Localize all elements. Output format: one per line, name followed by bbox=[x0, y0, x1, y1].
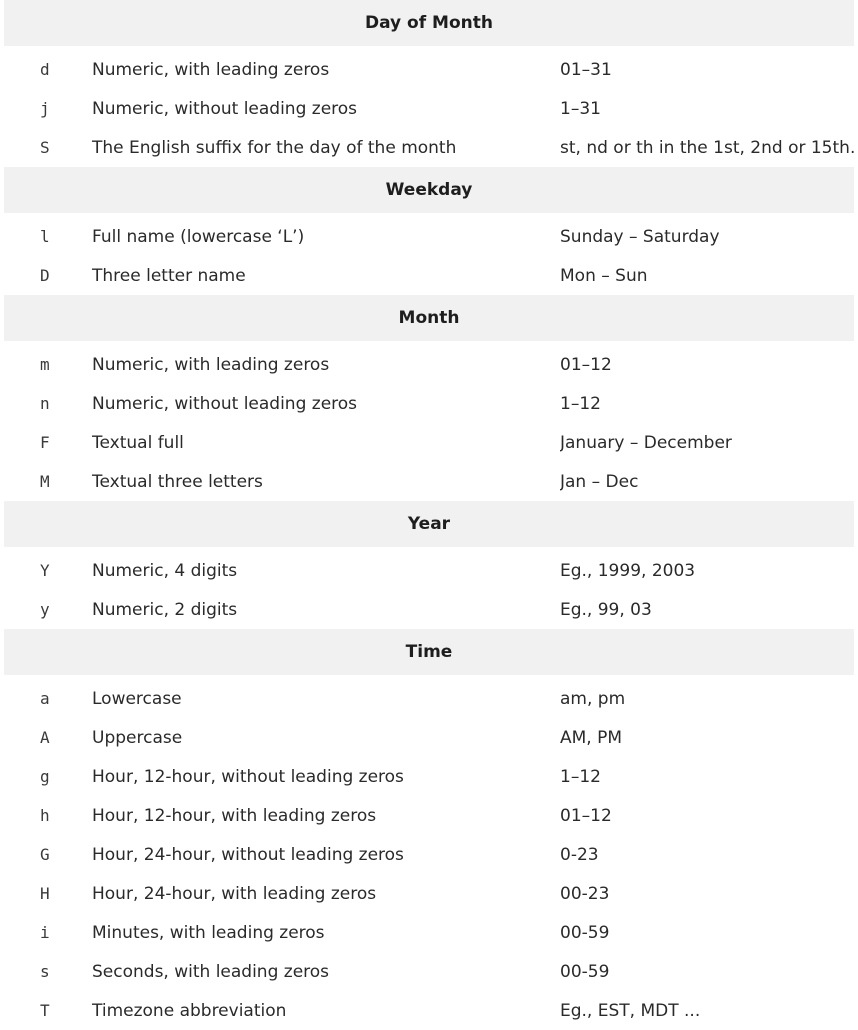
table-row bbox=[0, 757, 858, 796]
format-code: M bbox=[40, 472, 50, 491]
format-code: T bbox=[40, 1001, 50, 1020]
format-description: Numeric, 4 digits bbox=[92, 560, 238, 581]
format-code: m bbox=[40, 355, 50, 374]
format-example: 1–31 bbox=[560, 98, 601, 119]
format-code: d bbox=[40, 60, 50, 79]
table-row bbox=[0, 874, 858, 913]
format-description: Numeric, 2 digits bbox=[92, 599, 238, 620]
table-row bbox=[0, 551, 858, 590]
table-row bbox=[0, 256, 858, 295]
format-code: g bbox=[40, 767, 50, 786]
format-description: The English suffix for the day of the month bbox=[92, 137, 457, 158]
format-example: 00-59 bbox=[560, 961, 610, 982]
table-row bbox=[0, 590, 858, 629]
format-code: S bbox=[40, 138, 50, 157]
format-example: Jan – Dec bbox=[560, 471, 639, 492]
format-description: Hour, 24-hour, without leading zeros bbox=[92, 844, 404, 865]
table-row bbox=[0, 384, 858, 423]
format-description: Hour, 24-hour, with leading zeros bbox=[92, 883, 377, 904]
table-row bbox=[0, 423, 858, 462]
format-example: 1–12 bbox=[560, 766, 601, 787]
format-description: Hour, 12-hour, without leading zeros bbox=[92, 766, 404, 787]
format-code: h bbox=[40, 806, 50, 825]
section-header-year: Year bbox=[4, 501, 854, 547]
format-example: 0-23 bbox=[560, 844, 599, 865]
format-example: 01–12 bbox=[560, 354, 612, 375]
format-example: Eg., EST, MDT ... bbox=[560, 1000, 701, 1021]
table-row bbox=[0, 835, 858, 874]
format-description: Full name (lowercase ‘L’) bbox=[92, 226, 305, 247]
format-description: Numeric, with leading zeros bbox=[92, 354, 330, 375]
format-example: 00-59 bbox=[560, 922, 610, 943]
format-code: i bbox=[40, 923, 50, 942]
format-description: Textual full bbox=[92, 432, 184, 453]
format-description: Lowercase bbox=[92, 688, 182, 709]
format-code: F bbox=[40, 433, 50, 452]
table-row bbox=[0, 50, 858, 89]
format-example: Eg., 1999, 2003 bbox=[560, 560, 696, 581]
format-description: Numeric, without leading zeros bbox=[92, 98, 358, 119]
section-header-day-of-month: Day of Month bbox=[4, 0, 854, 46]
format-code: A bbox=[40, 728, 50, 747]
format-code: H bbox=[40, 884, 50, 903]
format-description: Uppercase bbox=[92, 727, 183, 748]
table-row bbox=[0, 679, 858, 718]
format-code: Y bbox=[40, 561, 50, 580]
format-example: Eg., 99, 03 bbox=[560, 599, 652, 620]
format-example: st, nd or th in the 1st, 2nd or 15th. bbox=[560, 137, 856, 158]
table-row bbox=[0, 796, 858, 835]
format-example: 00-23 bbox=[560, 883, 610, 904]
format-description: Hour, 12-hour, with leading zeros bbox=[92, 805, 377, 826]
format-code: G bbox=[40, 845, 50, 864]
table-row bbox=[0, 462, 858, 501]
table-row bbox=[0, 345, 858, 384]
format-code: l bbox=[40, 227, 50, 246]
format-example: AM, PM bbox=[560, 727, 623, 748]
format-code: a bbox=[40, 689, 50, 708]
format-example: 01–31 bbox=[560, 59, 612, 80]
format-example: January – December bbox=[560, 432, 732, 453]
format-example: Mon – Sun bbox=[560, 265, 648, 286]
format-example: Sunday – Saturday bbox=[560, 226, 720, 247]
format-code: D bbox=[40, 266, 50, 285]
format-description: Numeric, with leading zeros bbox=[92, 59, 330, 80]
format-description: Seconds, with leading zeros bbox=[92, 961, 330, 982]
table-row bbox=[0, 217, 858, 256]
format-code: s bbox=[40, 962, 50, 981]
format-example: 1–12 bbox=[560, 393, 601, 414]
format-example: am, pm bbox=[560, 688, 626, 709]
section-header-weekday: Weekday bbox=[4, 167, 854, 213]
format-code: n bbox=[40, 394, 50, 413]
format-description: Three letter name bbox=[92, 265, 246, 286]
section-header-month: Month bbox=[4, 295, 854, 341]
format-example: 01–12 bbox=[560, 805, 612, 826]
table-row bbox=[0, 913, 858, 952]
format-code: y bbox=[40, 600, 50, 619]
table-row bbox=[0, 89, 858, 128]
table-row bbox=[0, 991, 858, 1030]
table-row bbox=[0, 952, 858, 991]
table-row bbox=[0, 128, 858, 167]
format-description: Minutes, with leading zeros bbox=[92, 922, 325, 943]
format-description: Textual three letters bbox=[92, 471, 263, 492]
format-description: Numeric, without leading zeros bbox=[92, 393, 358, 414]
format-code: j bbox=[40, 99, 50, 118]
section-header-time: Time bbox=[4, 629, 854, 675]
table-row bbox=[0, 718, 858, 757]
format-description: Timezone abbreviation bbox=[92, 1000, 287, 1021]
